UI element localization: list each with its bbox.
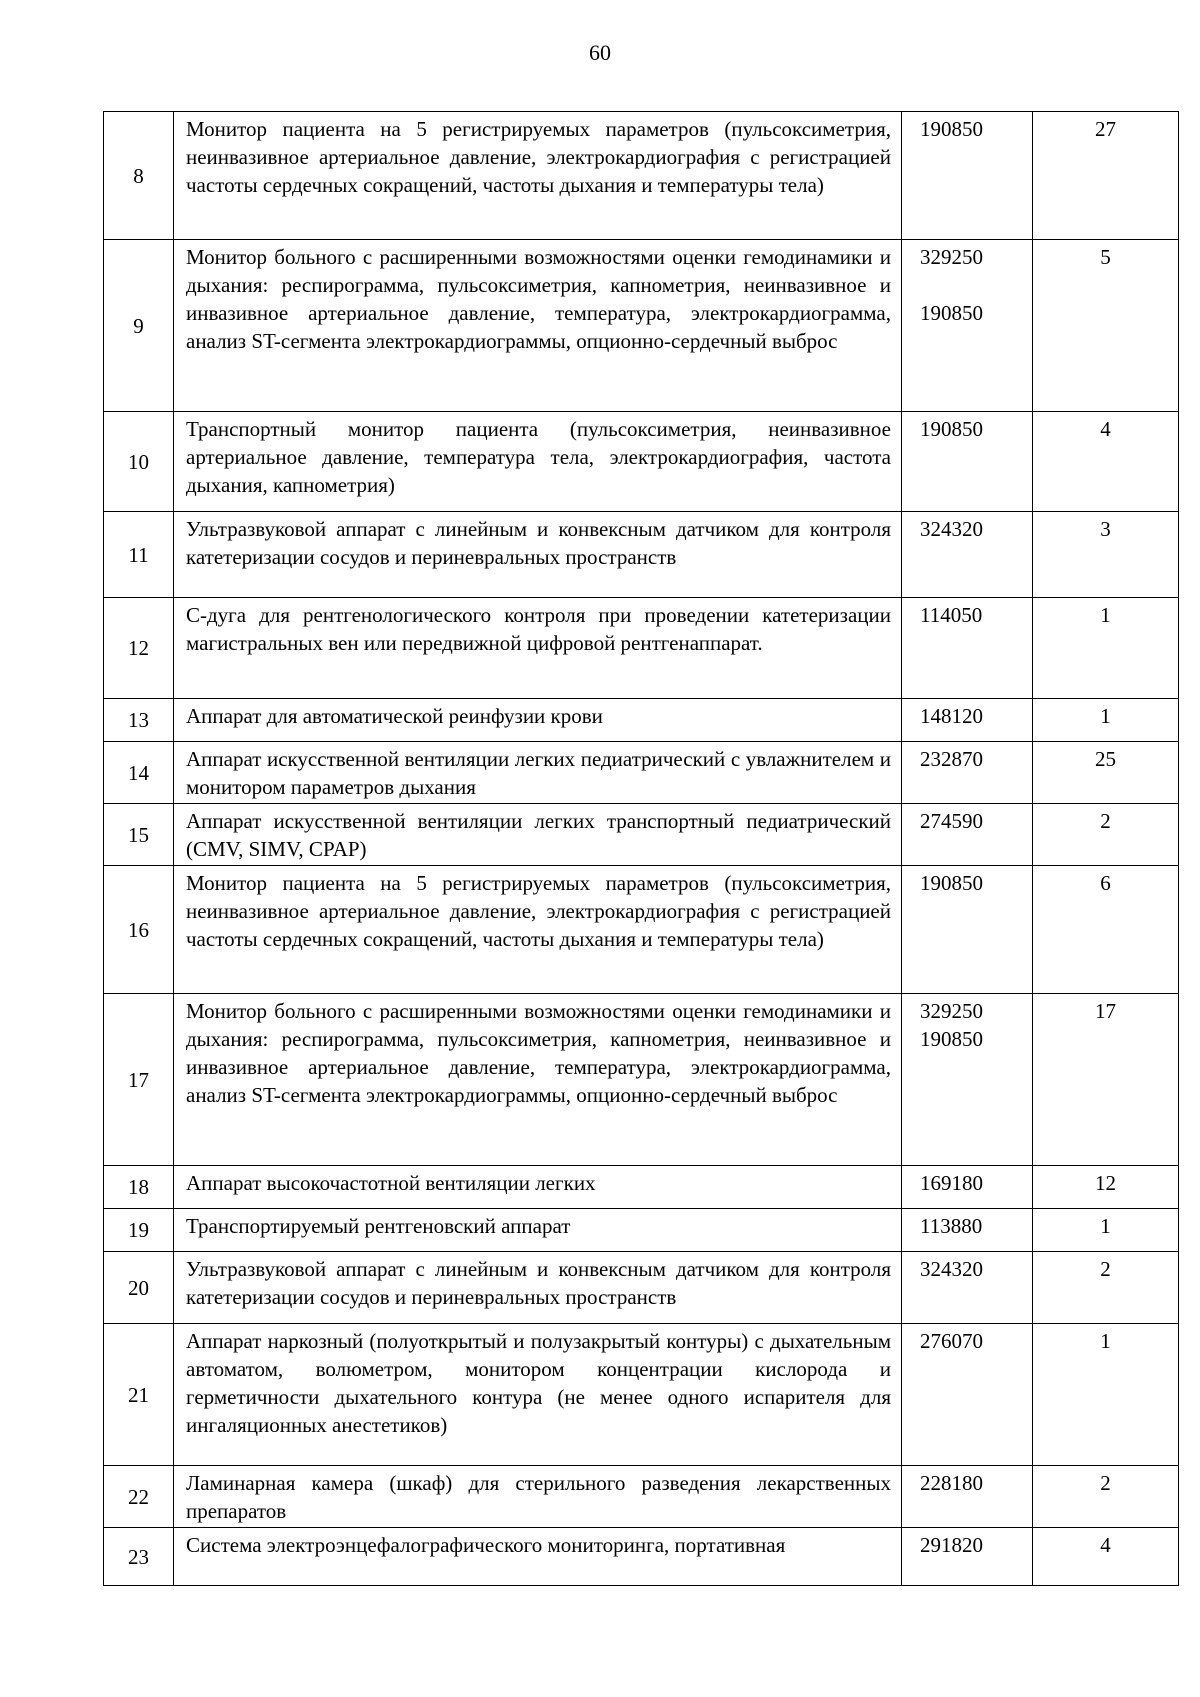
equipment-quantity: 1 [1033,699,1179,742]
equipment-quantity: 2 [1033,804,1179,866]
table-row [104,866,1179,994]
equipment-table [103,111,1179,1586]
row-number: 8 [104,112,174,240]
equipment-description: Аппарат искусственной вентиляции легких педиатрический с увлажнителем и монитором параметров дыхания [174,742,902,804]
equipment-code-cell [902,1252,1033,1324]
equipment-code-cell [902,742,1033,804]
equipment-quantity: 1 [1033,598,1179,699]
equipment-code-cell [902,1166,1033,1209]
table-row [104,742,1179,804]
row-number: 21 [104,1324,174,1466]
row-number: 17 [104,994,174,1166]
row-number: 23 [104,1528,174,1586]
row-number: 16 [104,866,174,994]
row-number: 10 [104,412,174,512]
equipment-description: Аппарат высокочастотной вентиляции легких [174,1166,902,1209]
equipment-quantity: 2 [1033,1252,1179,1324]
equipment-description: Аппарат для автоматической реинфузии крови [174,699,902,742]
equipment-code-cell [902,1528,1033,1586]
row-number: 19 [104,1209,174,1252]
row-number: 18 [104,1166,174,1209]
equipment-description: Монитор больного с расширенными возможностями оценки гемодинамики и дыхания: респирограмма, пульсоксиметрия, капнометрия, неинвазивное и инвазивное артериальное давление, температура, электрокардиограмма, анализ ST-сегмента электрокардиограммы, опционно-сердечный выброс [174,994,902,1166]
equipment-code-cell [902,112,1033,240]
table-row [104,699,1179,742]
equipment-code-cell [902,412,1033,512]
table-row [104,994,1179,1166]
equipment-quantity: 17 [1033,994,1179,1166]
equipment-code-cell [902,699,1033,742]
equipment-description: Ультразвуковой аппарат с линейным и конвексным датчиком для контроля катетеризации сосудов и периневральных пространств [174,1252,902,1324]
equipment-code: 291820 [920,1533,983,1557]
equipment-code-cell [902,1466,1033,1528]
equipment-code: 276070 [920,1329,983,1353]
equipment-code: 190850 [920,1027,983,1051]
equipment-code-cell [902,1209,1033,1252]
equipment-code: 190850 [920,417,983,441]
equipment-code-cell [902,598,1033,699]
equipment-description: Монитор пациента на 5 регистрируемых параметров (пульсоксиметрия, неинвазивное артериальное давление, электрокардиография с регистрацией частоты сердечных сокращений, частоты дыхания и температуры тела) [174,866,902,994]
equipment-code: 148120 [920,704,983,728]
equipment-code: 274590 [920,809,983,833]
equipment-code: 329250 [920,999,983,1023]
table-row [104,1252,1179,1324]
equipment-description: Аппарат наркозный (полуоткрытый и полузакрытый контуры) с дыхательным автоматом, волюметром, монитором концентрации кислорода и герметичности дыхательного контура (не менее одного испарителя для ингаляционных анестетиков) [174,1324,902,1466]
table-row [104,598,1179,699]
row-number: 12 [104,598,174,699]
equipment-quantity: 4 [1033,1528,1179,1586]
equipment-code: 324320 [920,517,983,541]
equipment-code: 114050 [920,603,983,627]
row-number: 14 [104,742,174,804]
equipment-code-cell [902,866,1033,994]
equipment-quantity: 1 [1033,1209,1179,1252]
equipment-description: Транспортный монитор пациента (пульсоксиметрия, неинвазивное артериальное давление, температура тела, электрокардиография, частота дыхания, капнометрия) [174,412,902,512]
equipment-code: 190850 [920,301,983,325]
equipment-description: Монитор пациента на 5 регистрируемых параметров (пульсоксиметрия, неинвазивное артериальное давление, электрокардиография с регистрацией частоты сердечных сокращений, частоты дыхания и температуры тела) [174,112,902,240]
table-row [104,804,1179,866]
equipment-code-cell [902,1324,1033,1466]
equipment-code: 228180 [920,1471,983,1495]
row-number: 20 [104,1252,174,1324]
equipment-description: Аппарат искусственной вентиляции легких транспортный педиатрический (CMV, SIMV, CPAP) [174,804,902,866]
equipment-code: 169180 [920,1171,983,1195]
row-number: 22 [104,1466,174,1528]
table-row [104,112,1179,240]
equipment-quantity: 27 [1033,112,1179,240]
table-row [104,1209,1179,1252]
table-row [104,1528,1179,1586]
row-number: 15 [104,804,174,866]
row-number: 11 [104,512,174,598]
equipment-description: Ламинарная камера (шкаф) для стерильного разведения лекарственных препаратов [174,1466,902,1528]
table-row [104,1166,1179,1209]
equipment-code: 329250 [920,245,983,269]
table-row [104,240,1179,412]
equipment-code: 232870 [920,747,983,771]
equipment-description: С-дуга для рентгенологического контроля при проведении катетеризации магистральных вен или передвижной цифровой рентгенаппарат. [174,598,902,699]
row-number: 13 [104,699,174,742]
equipment-code: 190850 [920,871,983,895]
equipment-description: Ультразвуковой аппарат с линейным и конвексным датчиком для контроля катетеризации сосудов и периневральных пространств [174,512,902,598]
equipment-quantity: 25 [1033,742,1179,804]
equipment-quantity: 5 [1033,240,1179,412]
equipment-code-cell [902,240,1033,412]
table-row [104,412,1179,512]
table-row [104,1466,1179,1528]
equipment-quantity: 1 [1033,1324,1179,1466]
equipment-description: Транспортируемый рентгеновский аппарат [174,1209,902,1252]
equipment-quantity: 12 [1033,1166,1179,1209]
code-spacer [920,271,1032,299]
equipment-code: 113880 [920,1214,983,1238]
equipment-code-cell [902,994,1033,1166]
equipment-quantity: 6 [1033,866,1179,994]
equipment-description: Система электроэнцефалографического мониторинга, портативная [174,1528,902,1586]
table-row [104,512,1179,598]
page-number: 60 [589,40,611,65]
row-number: 9 [104,240,174,412]
equipment-code: 324320 [920,1257,983,1281]
equipment-quantity: 2 [1033,1466,1179,1528]
table-row [104,1324,1179,1466]
equipment-code: 190850 [920,117,983,141]
equipment-code-cell [902,512,1033,598]
equipment-description: Монитор больного с расширенными возможностями оценки гемодинамики и дыхания: респирограмма, пульсоксиметрия, капнометрия, неинвазивное и инвазивное артериальное давление, температура, электрокардиограмма, анализ ST-сегмента электрокардиограммы, опционно-сердечный выброс [174,240,902,412]
equipment-code-cell [902,804,1033,866]
equipment-quantity: 3 [1033,512,1179,598]
equipment-quantity: 4 [1033,412,1179,512]
